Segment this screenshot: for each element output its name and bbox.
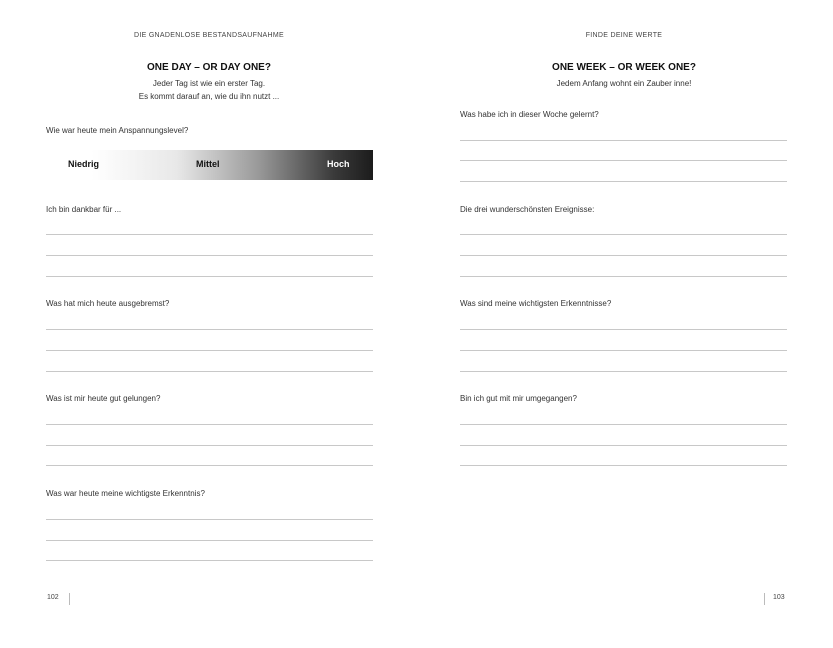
writing-line[interactable] xyxy=(460,424,787,425)
folio-divider xyxy=(69,593,70,605)
writing-line[interactable] xyxy=(460,276,787,277)
writing-line[interactable] xyxy=(460,255,787,256)
writing-line[interactable] xyxy=(460,181,787,182)
page-number: 102 xyxy=(47,594,59,601)
page-number: 103 xyxy=(773,594,785,601)
writing-line[interactable] xyxy=(46,465,373,466)
writing-line[interactable] xyxy=(460,329,787,330)
page-title: ONE WEEK – OR WEEK ONE? xyxy=(552,62,696,73)
writing-line[interactable] xyxy=(460,350,787,351)
writing-line[interactable] xyxy=(46,255,373,256)
writing-line[interactable] xyxy=(46,276,373,277)
writing-line[interactable] xyxy=(460,371,787,372)
question-slowed-down: Was hat mich heute ausgebremst? xyxy=(46,299,170,308)
writing-line[interactable] xyxy=(46,519,373,520)
writing-line[interactable] xyxy=(46,329,373,330)
writing-line[interactable] xyxy=(460,465,787,466)
tension-high-label: Hoch xyxy=(327,159,350,169)
writing-line[interactable] xyxy=(46,445,373,446)
question-self-care: Bin ich gut mit mir umgegangen? xyxy=(460,394,577,403)
question-insights: Was sind meine wichtigsten Erkenntnisse? xyxy=(460,299,612,308)
tension-question: Wie war heute mein Anspannungslevel? xyxy=(46,126,189,135)
page-title: ONE DAY – OR DAY ONE? xyxy=(147,62,271,73)
question-succeeded: Was ist mir heute gut gelungen? xyxy=(46,394,161,403)
running-head: DIE GNADENLOSE BESTANDSAUFNAHME xyxy=(134,32,284,39)
subtitle-line: Es kommt darauf an, wie du ihn nutzt ... xyxy=(138,92,280,101)
writing-line[interactable] xyxy=(46,560,373,561)
tension-mid-label: Mittel xyxy=(196,159,220,169)
running-head: FINDE DEINE WERTE xyxy=(585,32,663,39)
left-page xyxy=(0,0,416,648)
writing-line[interactable] xyxy=(460,160,787,161)
writing-line[interactable] xyxy=(460,140,787,141)
subtitle-line: Jeder Tag ist wie ein erster Tag. xyxy=(152,79,266,88)
question-beautiful-events: Die drei wunderschönsten Ereignisse: xyxy=(460,205,595,214)
page-subtitle xyxy=(45,77,373,103)
right-page xyxy=(417,0,833,648)
tension-low-label: Niedrig xyxy=(68,159,100,169)
page-subtitle xyxy=(460,77,788,90)
subtitle-line: Jedem Anfang wohnt ein Zauber inne! xyxy=(556,79,692,88)
question-insight: Was war heute meine wichtigste Erkenntnis? xyxy=(46,489,205,498)
writing-line[interactable] xyxy=(46,371,373,372)
writing-line[interactable] xyxy=(460,234,787,235)
folio-divider xyxy=(764,593,765,605)
writing-line[interactable] xyxy=(46,540,373,541)
question-grateful: Ich bin dankbar für ... xyxy=(46,205,122,214)
writing-line[interactable] xyxy=(460,445,787,446)
tension-level-scale[interactable] xyxy=(46,150,373,180)
writing-line[interactable] xyxy=(46,424,373,425)
writing-line[interactable] xyxy=(46,234,373,235)
writing-line[interactable] xyxy=(46,350,373,351)
question-learned: Was habe ich in dieser Woche gelernt? xyxy=(460,110,599,119)
